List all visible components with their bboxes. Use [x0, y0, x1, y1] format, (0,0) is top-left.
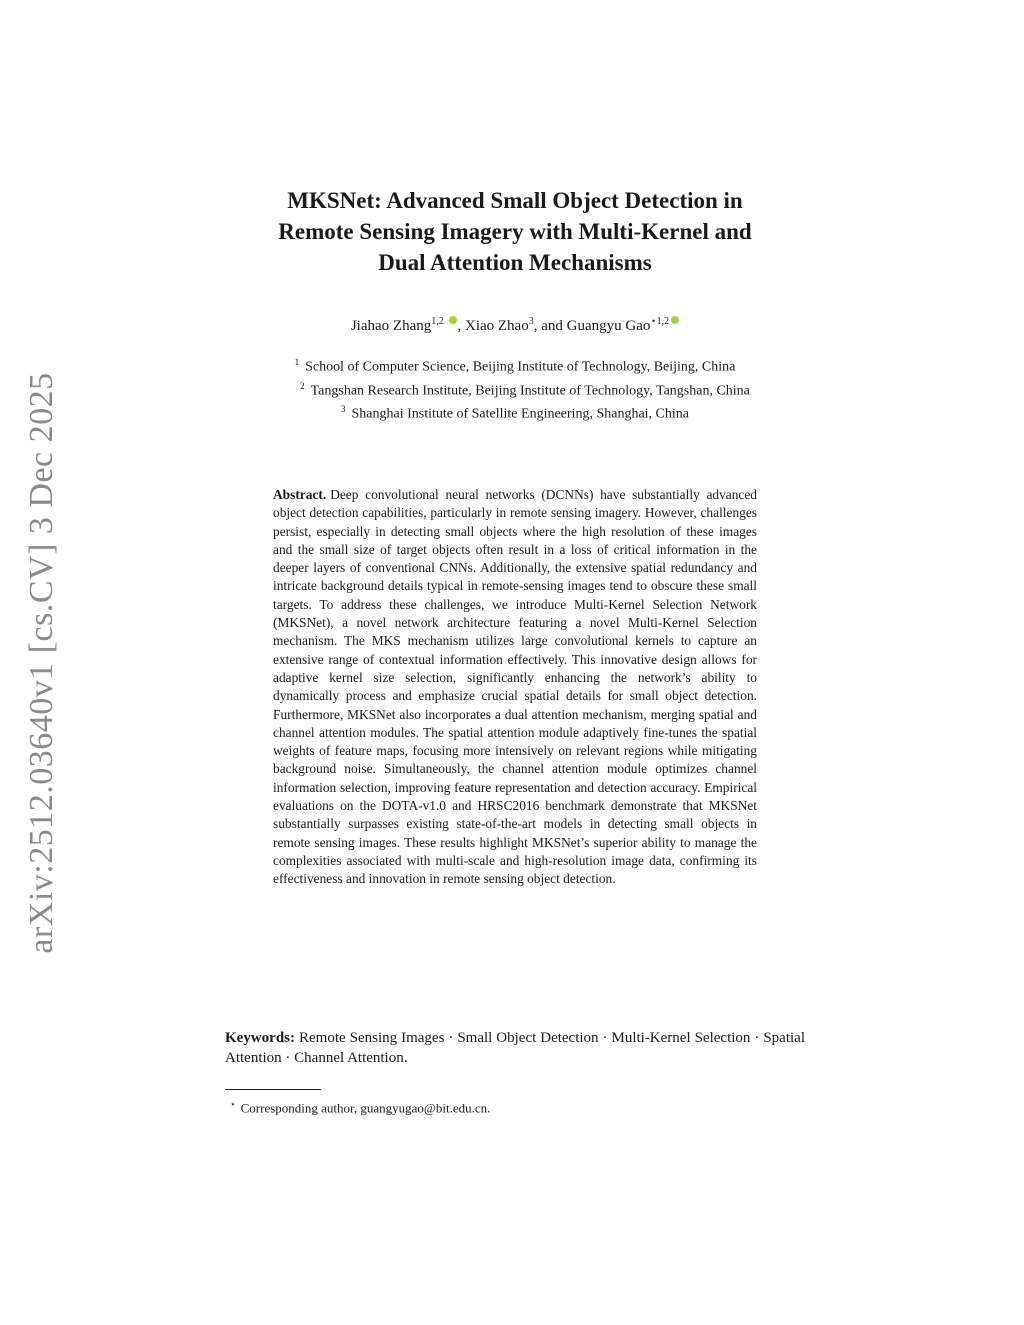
abstract-text: Deep convolutional neural networks (DCNNs) have substantially advanced object detection capabilities, particularly in remote sensing imagery. However, challenges persist, especially in detecting small objects where the high resolution of these images and the small size of target objects often result in a loss of critical information in the deeper layers of conventional CNNs. Additionally, the extensive spatial redundancy and intricate background details typical in remote-sensing images tend to obscure these small targets. To address these challenges, we introduce Multi-Kernel Selection Network (MKSNet), a novel network architecture featuring a novel Multi-Kernel Selection mechanism. The MKS mechanism utilizes large convolutional kernels to capture an extensive range of contextual information effectively. This innovative design allows for adaptive kernel size selection, significantly enhancing the network’s ability to dynamically process and emphasize crucial spatial details for small object detection. Furthermore, MKSNet also incorporates a dual attention mechanism, merging spatial and channel attention modules. The spatial attention module adaptively fine-tunes the spatial weights of feature maps, focusing more intensively on relevant regions while mitigating background noise. Simultaneously, the channel attention module optimizes channel information selection, improving feature representation and detection accuracy. Empirical evaluations on the DOTA-v1.0 and HRSC2016 benchmark demonstrate that MKSNet substantially surpasses existing state-of-the-art models in detecting small objects in remote sensing images. These results highlight MKSNet’s superior ability to manage the complexities associated with multi-scale and high-resolution image data, confirming its effectiveness and innovation in remote sensing object detection.: [273, 487, 757, 887]
author-name: Jiahao Zhang: [350, 318, 432, 334]
author-affiliation-marker: 1,2: [431, 316, 444, 327]
author-name: Guangyu Gao: [566, 318, 651, 334]
footnote: [230, 1096, 790, 1116]
affiliation-number: 3: [341, 404, 346, 415]
orcid-icon[interactable]: [671, 316, 679, 324]
keywords-text: Remote Sensing Images · Small Object Detection · Multi-Kernel Selection · Spatial Attention · Channel Attention.: [225, 1030, 805, 1066]
author-list: [200, 316, 830, 335]
author-affiliation-marker: ⋆1,2: [650, 316, 670, 327]
abstract-label: Abstract.: [273, 487, 327, 502]
keywords: [225, 1028, 805, 1068]
arxiv-id-text: arXiv:2512.03640v1 [cs.CV] 3 Dec 2025: [23, 372, 60, 954]
affiliation: [200, 400, 830, 424]
keywords-label: Keywords:: [225, 1030, 295, 1046]
author-name: Xiao Zhao: [464, 318, 529, 334]
footnote-mark: ⋆: [230, 1099, 236, 1109]
affiliation-text: School of Computer Science, Beijing Institute of Technology, Beijing, China: [305, 359, 736, 375]
affiliation-number: 2: [300, 380, 305, 391]
footnote-text: Corresponding author, guangyugao@bit.edu.cn.: [240, 1100, 491, 1116]
affiliation-text: Tangshan Research Institute, Beijing Institute of Technology, Tangshan, China: [310, 383, 750, 399]
footnote-divider: [225, 1089, 321, 1090]
affiliations: [200, 353, 830, 424]
affiliation: [200, 353, 830, 377]
affiliation-number: 1: [294, 357, 300, 367]
paper-title: [200, 185, 830, 278]
title-line: Dual Attention Mechanisms: [378, 250, 652, 275]
author-separator: ,: [457, 318, 465, 334]
affiliation: [220, 377, 830, 401]
title-line: MKSNet: Advanced Small Object Detection in: [287, 188, 743, 213]
affiliation-text: Shanghai Institute of Satellite Engineering, Shanghai, China: [351, 406, 689, 422]
author-affiliation-marker: 3: [528, 316, 534, 327]
author-separator: , and: [533, 318, 567, 334]
abstract: [273, 486, 757, 889]
title-line: Remote Sensing Imagery with Multi-Kernel and: [278, 219, 752, 244]
